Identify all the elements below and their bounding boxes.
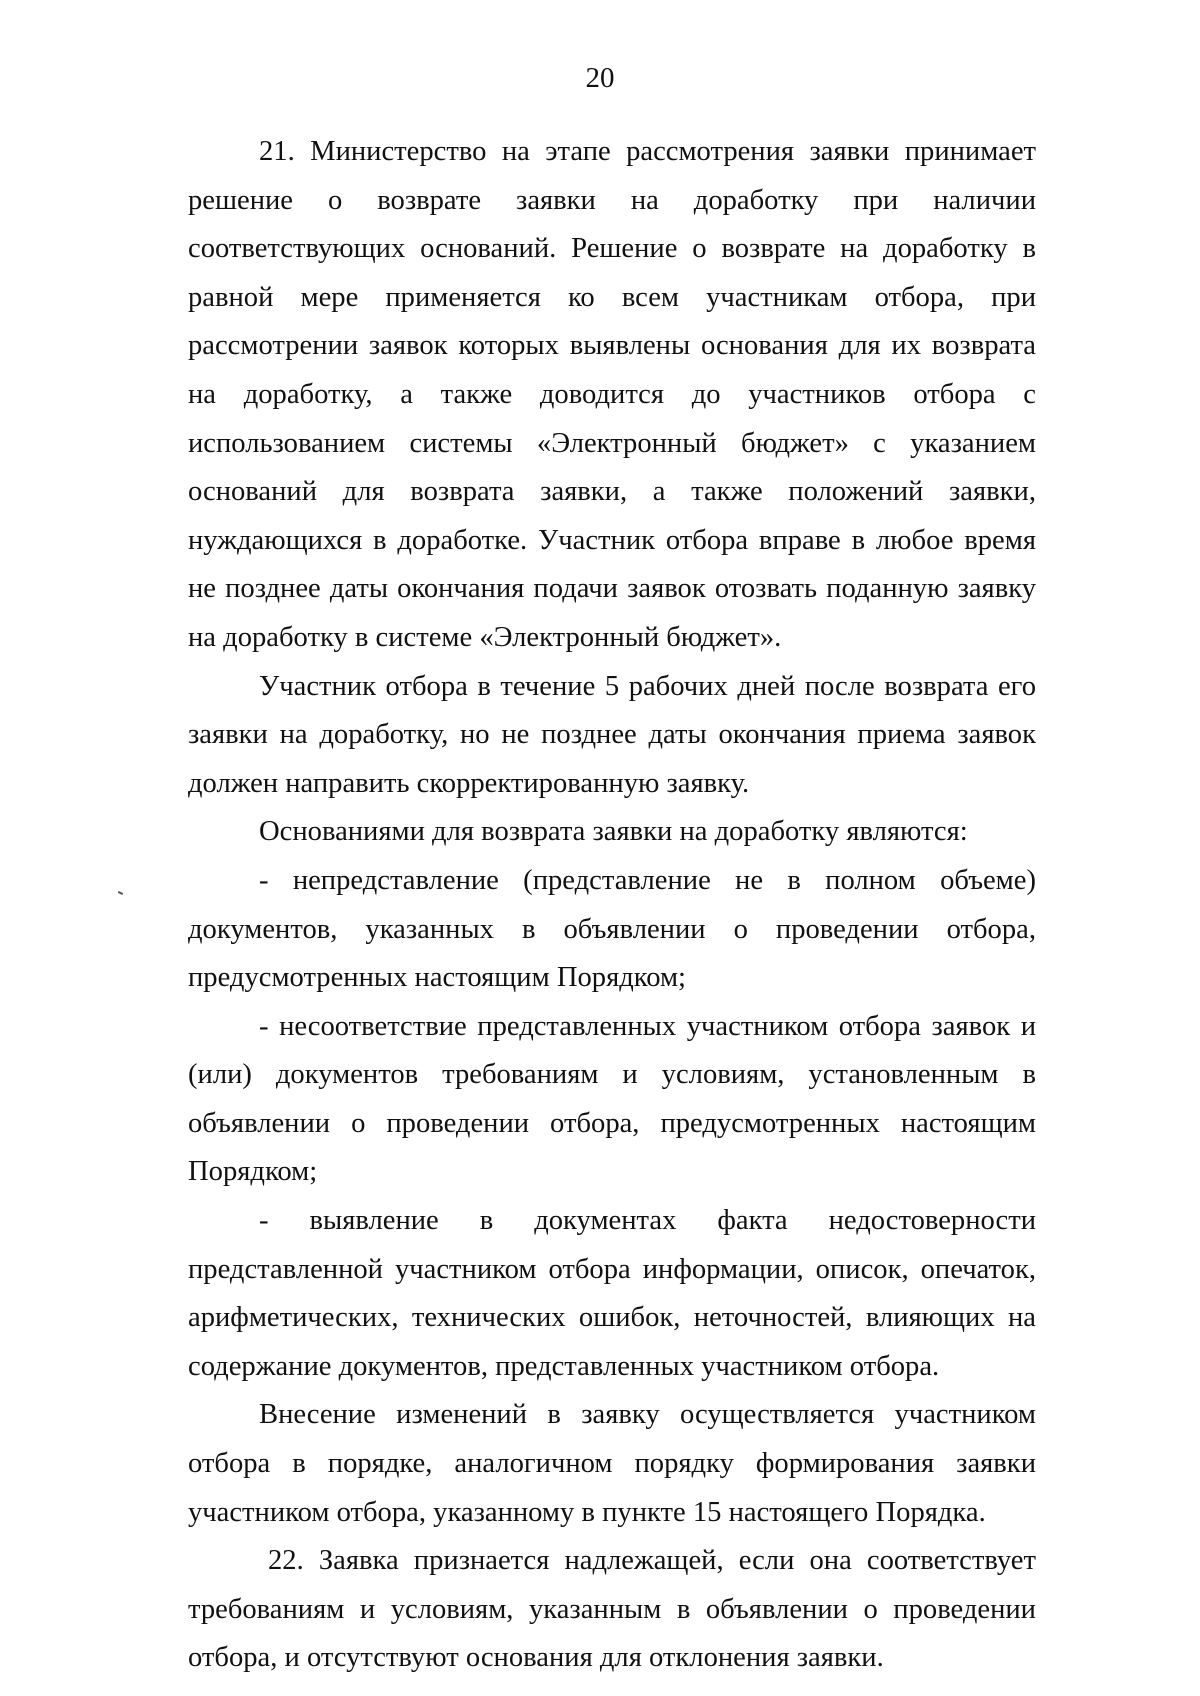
paragraph-amendments: Внесение изменений в заявку осуществляется участником отбора в порядке, аналогичном порядку формирования заявки участником отбора, указанному в пункте 15 настоящего Порядка. bbox=[188, 1399, 1036, 1528]
paragraph-item-22: 22. Заявка признается надлежащей, если она соответствует требованиям и условиям, указанным в объявлении о проведении отбора, и отсутствуют основания для отклонения заявки. bbox=[188, 1545, 1036, 1674]
list-item-nonconformity: - несоответствие представленных участником отбора заявок и (или) документов требованиям и условиям, установленным в объявлении о проведении отбора, предусмотренных настоящим Порядком; bbox=[188, 1010, 1036, 1188]
paragraph-return-grounds-intro: Основаниями для возврата заявки на доработку являются: bbox=[259, 816, 968, 848]
scan-speck bbox=[118, 891, 123, 895]
list-item-incomplete-documents: - непредставление (представление не в полном объеме) документов, указанных в объявлении о проведении отбора, предусмотренных настоящим Порядком; bbox=[188, 864, 1036, 994]
paragraph-resubmission-deadline: Участник отбора в течение 5 рабочих дней после возврата его заявки на доработку, но не позднее даты окончания приема заявок должен направить скорректированную заявку. bbox=[188, 670, 1036, 799]
paragraph-item-21: 21. Министерство на этапе рассмотрения заявки принимает решение о возврате заявки на доработку при наличии соответствующих оснований. Решение о возврате на доработку в равной мере применяется ко всем участникам отбора, при рассмотрении заявок которых выявлены основания для их возврата на доработку, а также доводится до участников отбора с использованием системы «Электронный бюджет» с указанием оснований для возврата заявки, а также положений заявки, нуждающихся в доработке. Участник отбора вправе в любое время не позднее даты окончания подачи заявок отозвать поданную заявку на доработку в системе «Электронный бюджет». bbox=[188, 136, 1036, 653]
list-item-inaccuracy: - выявление в документах факта недостоверности представленной участником отбора информации, описок, опечаток, арифметических, технических ошибок, неточностей, влияющих на содержание документов, представленных участником отбора. bbox=[188, 1205, 1036, 1382]
document-body bbox=[188, 128, 1036, 1683]
page-number: 20 bbox=[585, 62, 615, 94]
